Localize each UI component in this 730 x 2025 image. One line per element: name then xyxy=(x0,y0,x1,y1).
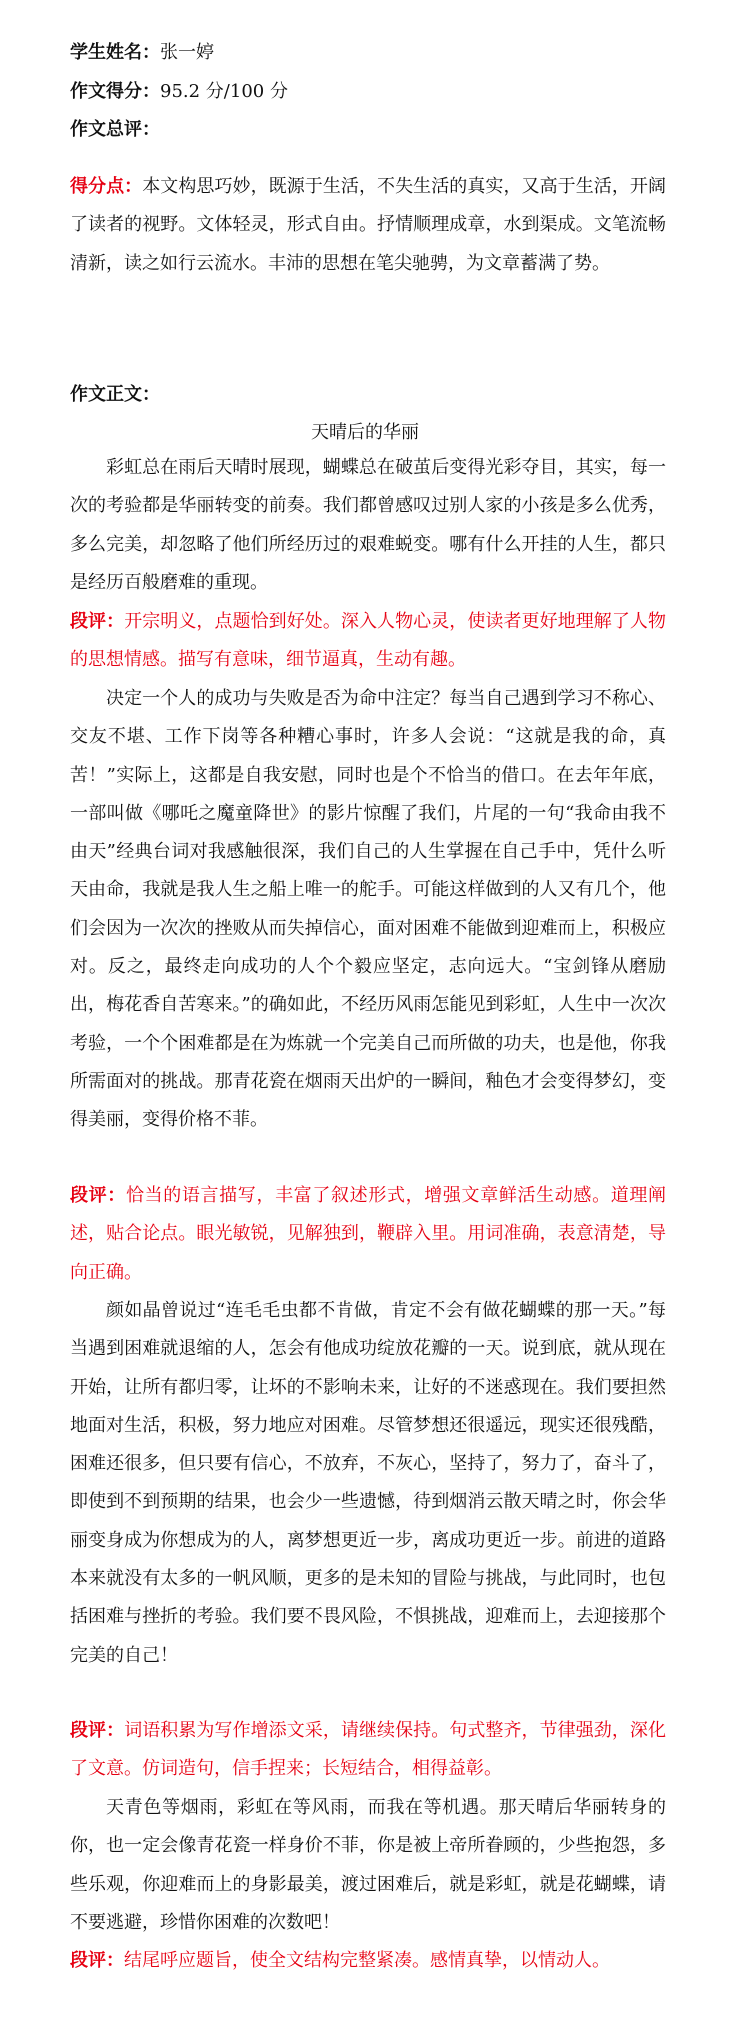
essay-paragraph-4: 天青色等烟雨，彩虹在等风雨，而我在等机遇。那天晴后华丽转身的你，也一定会像青花瓷一样身价不菲，你是被上帝所眷顾的，少些抱怨，多些乐观，你迎难而上的身影最美，渡过困难后，就是彩虹，就是花蝴蝶，请不要逃避，珍惜你困难的次数吧！ xyxy=(70,1797,666,1933)
summary-paragraph xyxy=(70,168,666,283)
comment-1-text: 开宗明义，点题恰到好处。深入人物心灵，使读者更好地理解了人物的思想情感。描写有意味，细节逼真，生动有趣。 xyxy=(70,611,666,671)
essay-title: 天晴后的华丽 xyxy=(311,422,419,443)
student-name-label: 学生姓名： xyxy=(70,42,160,63)
comment-3-label: 段评： xyxy=(70,1720,125,1741)
comment-2-label: 段评： xyxy=(70,1185,126,1206)
score-label: 作文得分： xyxy=(70,81,160,102)
summary-points-label: 得分点： xyxy=(70,176,143,197)
student-name-value: 张一婷 xyxy=(160,42,214,63)
essay-paragraph-2: 决定一个人的成功与失败是否为命中注定？每当自己遇到学习不称心、交友不堪、工作下岗等各种糟心事时，许多人会说：“这就是我的命，真苦！”实际上，这都是自我安慰，同时也是个不恰当的借口。在去年年底，一部叫做《哪吒之魔童降世》的影片惊醒了我们，片尾的一句“我命由我不由天”经典台词对我感触很深，我们自己的人生掌握在自己手中，凭什么听天由命，我就是我人生之船上唯一的舵手。可能这样做到的人又有几个，他们会因为一次次的挫败从而失掉信心，面对困难不能做到迎难而上，积极应对。反之，最终走向成功的人个个毅应坚定，志向远大。“宝剑锋从磨励出，梅花香自苦寒来。”的确如此，不经历风雨怎能见到彩虹，人生中一次次考验，一个个困难都是在为炼就一个完美自己而所做的功夫，也是他，你我所需面对的挑战。那青花瓷在烟雨天出炉的一瞬间，釉色才会变得梦幻，变得美丽，变得价格不菲。 xyxy=(70,688,666,1131)
summary-text: 本文构思巧妙，既源于生活，不失生活的真实，又高于生活，开阔了读者的视野。文体轻灵，形式自由。抒情顺理成章，水到渠成。文笔流畅清新，读之如行云流水。丰沛的思想在笔尖驰骋，为文章蓄满了势。 xyxy=(70,176,666,274)
essay-paragraph-3: 颜如晶曾说过“连毛毛虫都不肯做，肯定不会有做花蝴蝶的那一天。”每当遇到困难就退缩的人，怎会有他成功绽放花瓣的一天。说到底，就从现在开始，让所有都归零，让坏的不影响未来，让好的不迷惑现在。我们要担然地面对生活，积极，努力地应对困难。尽管梦想还很遥远，现实还很残酷，困难还很多，但只要有信心，不放弃，不灰心，坚持了，努力了，奋斗了，即使到不到预期的结果，也会少一些遗憾，待到烟消云散天晴之时，你会华丽变身成为你想成为的人，离梦想更近一步，离成功更近一步。前进的道路本来就没有太多的一帆风顺，更多的是未知的冒险与挑战，与此同时，也包括困难与挫折的考验。我们要不畏风险，不惧挑战，迎难而上，去迎接那个完美的自己！ xyxy=(70,1300,666,1666)
score-value: 95.2 分/100 分 xyxy=(160,81,288,102)
comment-1-label: 段评： xyxy=(70,611,125,632)
summary-heading xyxy=(70,117,670,143)
comment-2 xyxy=(70,1177,666,1292)
score-row xyxy=(70,79,670,105)
essay-section-label: 作文正文： xyxy=(70,384,160,405)
essay-section-heading xyxy=(70,382,670,408)
summary-heading-label: 作文总评： xyxy=(70,119,160,140)
comment-4-text: 结尾呼应题旨，使全文结构完整紧凑。感情真挚，以情动人。 xyxy=(124,1950,610,1971)
comment-4-label: 段评： xyxy=(70,1950,124,1971)
comment-3 xyxy=(70,1712,666,1789)
comment-3-text: 词语积累为写作增添文采，请继续保持。句式整齐，节律强劲，深化了文意。仿词造句，信手捏来；长短结合，相得益彰。 xyxy=(70,1720,666,1780)
comment-2-text: 恰当的语言描写，丰富了叙述形式，增强文章鲜活生动感。道理阐述，贴合论点。眼光敏锐，见解独到，鞭辟入里。用词准确，表意清楚，导向正确。 xyxy=(70,1185,666,1283)
student-name-row xyxy=(70,40,670,66)
comment-1 xyxy=(70,603,666,680)
comment-4 xyxy=(70,1942,666,1980)
essay-paragraph-1: 彩虹总在雨后天晴时展现，蝴蝶总在破茧后变得光彩夺目，其实，每一次的考验都是华丽转变的前奏。我们都曾感叹过别人家的小孩是多么优秀，多么完美，却忽略了他们所经历过的艰难蜕变。哪有什么开挂的人生，都只是经历百般磨难的重现。 xyxy=(70,457,666,593)
